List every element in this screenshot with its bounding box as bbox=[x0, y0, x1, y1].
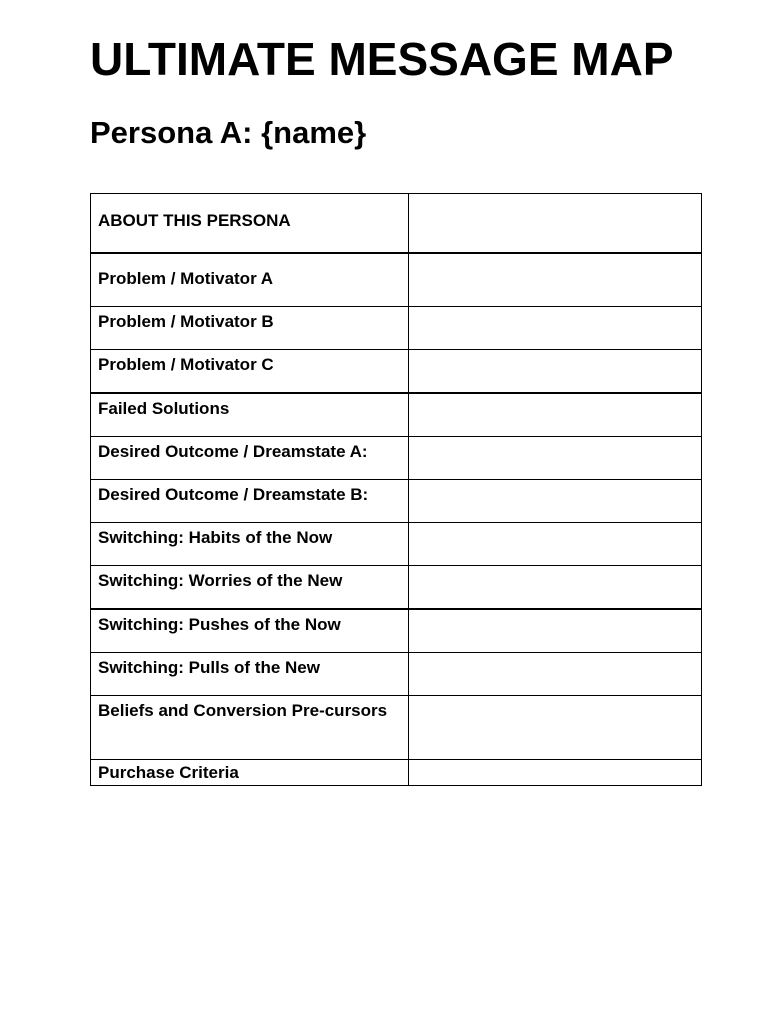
row-label: Beliefs and Conversion Pre-cursors bbox=[91, 696, 409, 760]
row-label: Switching: Pushes of the Now bbox=[91, 609, 409, 653]
table-row-problem-a bbox=[91, 253, 702, 307]
table-row-pulls-of-new bbox=[91, 653, 702, 696]
table-row-pushes-of-now bbox=[91, 609, 702, 653]
row-value-cell[interactable] bbox=[409, 350, 702, 394]
row-value-cell[interactable] bbox=[409, 437, 702, 480]
message-map-table bbox=[90, 193, 702, 786]
row-value-cell[interactable] bbox=[409, 194, 702, 254]
row-value-cell[interactable] bbox=[409, 609, 702, 653]
row-label: Switching: Habits of the Now bbox=[91, 523, 409, 566]
table-row-problem-b bbox=[91, 307, 702, 350]
row-label: ABOUT THIS PERSONA bbox=[91, 194, 409, 254]
row-value-cell[interactable] bbox=[409, 307, 702, 350]
row-value-cell[interactable] bbox=[409, 696, 702, 760]
row-label: Problem / Motivator C bbox=[91, 350, 409, 394]
row-value-cell[interactable] bbox=[409, 393, 702, 437]
row-value-cell[interactable] bbox=[409, 566, 702, 610]
table-row-failed-solutions bbox=[91, 393, 702, 437]
row-label: Problem / Motivator B bbox=[91, 307, 409, 350]
persona-heading: Persona A: {name} bbox=[90, 115, 367, 150]
row-label: Switching: Worries of the New bbox=[91, 566, 409, 610]
table-row-about-persona bbox=[91, 194, 702, 254]
row-label: Desired Outcome / Dreamstate A: bbox=[91, 437, 409, 480]
row-label: Problem / Motivator A bbox=[91, 253, 409, 307]
row-label: Desired Outcome / Dreamstate B: bbox=[91, 480, 409, 523]
table-row-beliefs bbox=[91, 696, 702, 760]
row-value-cell[interactable] bbox=[409, 523, 702, 566]
row-value-cell[interactable] bbox=[409, 480, 702, 523]
row-label: Switching: Pulls of the New bbox=[91, 653, 409, 696]
page-title: ULTIMATE MESSAGE MAP bbox=[90, 33, 674, 85]
table-row-purchase-criteria bbox=[91, 760, 702, 786]
table-row-habits-of-now bbox=[91, 523, 702, 566]
row-value-cell[interactable] bbox=[409, 653, 702, 696]
row-label: Failed Solutions bbox=[91, 393, 409, 437]
table-row-desired-outcome-b bbox=[91, 480, 702, 523]
row-value-cell[interactable] bbox=[409, 253, 702, 307]
table-row-worries-of-new bbox=[91, 566, 702, 610]
row-value-cell[interactable] bbox=[409, 760, 702, 786]
table-row-problem-c bbox=[91, 350, 702, 394]
table-row-desired-outcome-a bbox=[91, 437, 702, 480]
row-label: Purchase Criteria bbox=[91, 760, 409, 786]
